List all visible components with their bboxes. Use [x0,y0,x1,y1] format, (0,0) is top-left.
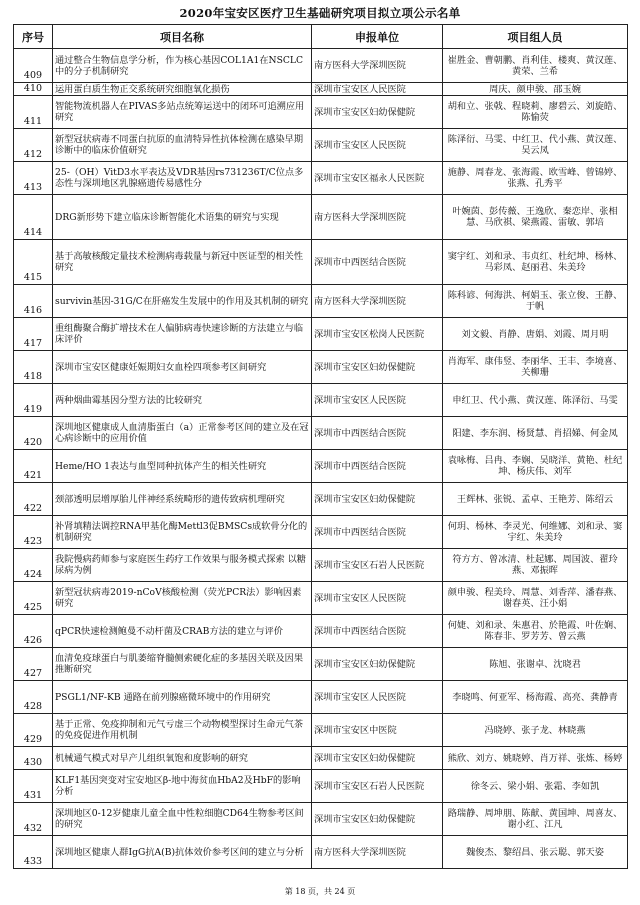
table-row [14,318,628,351]
row-number: 419 [14,384,53,417]
project-name: 智能物流机器人在PIVAS多站点统筹运送中的闭环可追溯应用研究 [53,96,312,129]
project-name: 血清免疫球蛋白与肌萎缩脊髓侧索硬化症的多基因关联及因果推断研究 [53,648,312,681]
applicant-unit: 深圳市宝安区妇幼保健院 [312,747,443,770]
project-name: 通过整合生物信息学分析，作为核心基因COL1A1在NSCLC中的分子机制研究 [53,49,312,83]
applicant-unit: 深圳市宝安区妇幼保健院 [312,648,443,681]
table-row [14,747,628,770]
team-members: 熊欣、刘方、姚晓婷、肖万祥、张炼、杨婷 [443,747,628,770]
row-number: 426 [14,615,53,648]
applicant-unit: 深圳市中西医结合医院 [312,450,443,483]
team-members: 周庆、颜申骏、邵玉婉 [443,83,628,96]
project-name: 深圳市宝安区健康妊娠期妇女血栓四项参考区间研究 [53,351,312,384]
applicant-unit: 深圳市宝安区中医院 [312,714,443,747]
applicant-unit: 深圳市中西医结合医院 [312,240,443,285]
table-row [14,770,628,803]
page-footer: 第 18 页，共 24 页 [284,887,356,896]
row-number: 422 [14,483,53,516]
applicant-unit: 南方医科大学深圳医院 [312,195,443,240]
row-number: 411 [14,96,53,129]
applicant-unit: 深圳市中西医结合医院 [312,615,443,648]
row-number: 427 [14,648,53,681]
project-name: 补肾填精法调控RNA甲基化酶Mettl3促BMSCs成软骨分化的机制研究 [53,516,312,549]
applicant-unit: 南方医科大学深圳医院 [312,285,443,318]
table-row [14,803,628,836]
row-number: 415 [14,240,53,285]
applicant-unit: 深圳市宝安区石岩人民医院 [312,549,443,582]
project-name: qPCR快速检测鲍曼不动杆菌及CRAB方法的建立与评价 [53,615,312,648]
table-row [14,417,628,450]
table-row [14,714,628,747]
team-members: 窦宇红、刘和录、韦贞红、杜纪坤、杨林、马彩凤、赵丽君、朱美玲 [443,240,628,285]
applicant-unit: 深圳市宝安区人民医院 [312,83,443,96]
team-members: 陈旭、张谢卓、沈晓君 [443,648,628,681]
team-members: 魏俊杰、黎绍昌、张云聪、郭天姿 [443,836,628,869]
project-name: 基于高敏核酸定量技术检测病毒载量与新冠中医证型的相关性研究 [53,240,312,285]
team-members: 刘文毅、肖静、唐娟、刘霞、周月明 [443,318,628,351]
applicant-unit: 深圳市宝安区福永人民医院 [312,162,443,195]
row-number: 409 [14,49,53,83]
team-members: 施静、周春龙、张海霞、欧雪峰、曾锦婷、张燕、孔秀平 [443,162,628,195]
header-project-name: 项目名称 [53,25,312,49]
row-number: 410 [14,83,53,96]
row-number: 414 [14,195,53,240]
applicant-unit: 南方医科大学深圳医院 [312,49,443,83]
project-name: 两种烟曲霉基因分型方法的比较研究 [53,384,312,417]
table-row [14,582,628,615]
applicant-unit: 深圳市宝安区妇幼保健院 [312,96,443,129]
project-name: 颈部透明层增厚胎儿伴神经系统畸形的遗传致病机理研究 [53,483,312,516]
team-members: 徐冬云、梁小娟、张霜、李如凯 [443,770,628,803]
table-row [14,96,628,129]
applicant-unit: 南方医科大学深圳医院 [312,836,443,869]
row-number: 421 [14,450,53,483]
project-name: 基于正常、免疫抑制和元气亏虚三个动物模型探讨生命元气茶的免疫促进作用机制 [53,714,312,747]
applicant-unit: 深圳市宝安区石岩人民医院 [312,770,443,803]
row-number: 418 [14,351,53,384]
team-members: 袁咏梅、吕冉、李娴、吴晓洋、黄艳、杜纪坤、杨庆伟、刘军 [443,450,628,483]
table-row [14,615,628,648]
table-row [14,285,628,318]
project-name: PSGL1/NF-KB 通路在前列腺癌微环境中的作用研究 [53,681,312,714]
row-number: 432 [14,803,53,836]
applicant-unit: 深圳市宝安区人民医院 [312,384,443,417]
team-members: 符方方、曾冰清、杜起娜、周国波、翟玲燕、邓振晖 [443,549,628,582]
project-name: 新型冠状病毒不同蛋白抗原的血清特异性抗体检测在感染早期诊断中的临床价值研究 [53,129,312,162]
project-name: KLF1基因突变对宝安地区β-地中海贫血HbA2及HbF的影响分析 [53,770,312,803]
header-no: 序号 [14,25,53,49]
table-row [14,240,628,285]
table-row [14,549,628,582]
table-row [14,483,628,516]
applicant-unit: 深圳市宝安区人民医院 [312,582,443,615]
table-row [14,129,628,162]
project-name: 机械通气模式对早产儿组织氧饱和度影响的研究 [53,747,312,770]
team-members: 何玥、杨林、李灵光、何维娜、刘和录、窦宇红、朱美玲 [443,516,628,549]
team-members: 叶婉茵、彭传薇、王逸欣、秦恋岸、张相慧、马欣祺、梁燕霞、雷敏、郭培 [443,195,628,240]
table-body [14,49,628,869]
table-row [14,516,628,549]
applicant-unit: 深圳市宝安区妇幼保健院 [312,483,443,516]
team-members: 冯晓婷、张子龙、林晓燕 [443,714,628,747]
row-number: 430 [14,747,53,770]
table-row [14,195,628,240]
team-members: 崔胜金、曹朝鹏、肖利佳、楼爽、黄汉莲、黄荣、兰希 [443,49,628,83]
row-number: 423 [14,516,53,549]
project-name: Heme/HO 1表达与血型同种抗体产生的相关性研究 [53,450,312,483]
project-name: 新型冠状病毒2019-nCoV核酸检测（荧光PCR法）影响因素研究 [53,582,312,615]
project-name: DRG新形势下建立临床诊断智能化术语集的研究与实现 [53,195,312,240]
table-row [14,49,628,83]
project-name: 深圳地区健康人群IgG抗A(B)抗体效价参考区间的建立与分析 [53,836,312,869]
project-name: survivin基因-31G/C在肝癌发生发展中的作用及其机制的研究 [53,285,312,318]
applicant-unit: 深圳市宝安区人民医院 [312,129,443,162]
project-name: 深圳地区健康成人血清脂蛋白（a）正常参考区间的建立及在冠心病诊断中的应用价值 [53,417,312,450]
row-number: 431 [14,770,53,803]
applicant-unit: 深圳市宝安区妇幼保健院 [312,351,443,384]
team-members: 陈科谚、何海洪、柯娟玉、张立俊、王静、于帆 [443,285,628,318]
table-row [14,384,628,417]
project-name: 我院慢病药师参与家庭医生药疗工作效果与服务模式探索 以糖尿病为例 [53,549,312,582]
project-name: 25-（OH）VitD3水平表达及VDR基因rs731236T/C位点多态性与深圳地区乳腺癌遗传易感性分 [53,162,312,195]
row-number: 412 [14,129,53,162]
applicant-unit: 深圳市中西医结合医院 [312,516,443,549]
row-number: 428 [14,681,53,714]
team-members: 李晓鸣、何亚军、杨海霞、高亮、龚静青 [443,681,628,714]
row-number: 416 [14,285,53,318]
row-number: 433 [14,836,53,869]
row-number: 417 [14,318,53,351]
applicant-unit: 深圳市中西医结合医院 [312,417,443,450]
row-number: 420 [14,417,53,450]
team-members: 颜申骏、程美玲、周慧、刘香萍、潘春燕、谢春英、汪小娟 [443,582,628,615]
project-table [13,24,628,869]
project-name: 深圳地区0-12岁健康儿童全血中性粒细胞CD64生物参考区间的研究 [53,803,312,836]
team-members: 何婕、刘和录、朱惠君、於艳霞、叶佐娴、陈春非、罗芳芳、曾云燕 [443,615,628,648]
team-members: 申红卫、代小燕、黄汉莲、陈泽衍、马雯 [443,384,628,417]
applicant-unit: 深圳市宝安区人民医院 [312,681,443,714]
row-number: 425 [14,582,53,615]
table-row [14,450,628,483]
team-members: 阳建、李东润、杨贤慧、肖招娣、何金凤 [443,417,628,450]
team-members: 陈泽衍、马雯、中红卫、代小燕、黄汉莲、吴云凤 [443,129,628,162]
team-members: 胡和立、张戟、程晓莉、廖碧云、刘旋皓、陈愉荧 [443,96,628,129]
team-members: 路瑞静、周坤朋、陈献、黄国坤、周喜友、谢小红、江凡 [443,803,628,836]
team-members: 王辉林、张锐、孟卓、王艳芳、陈绍云 [443,483,628,516]
row-number: 429 [14,714,53,747]
applicant-unit: 深圳市宝安区松岗人民医院 [312,318,443,351]
table-row [14,681,628,714]
table-row [14,162,628,195]
table-row [14,648,628,681]
table-row [14,83,628,96]
header-row [14,25,628,49]
project-name: 运用蛋白质生物正交系统研究细胞氧化损伤 [53,83,312,96]
document-title: 2020年宝安区医疗卫生基础研究项目拟立项公示名单 [179,6,461,20]
team-members: 肖海军、康伟竖、李丽华、王丰、李境喜、关柳珊 [443,351,628,384]
row-number: 413 [14,162,53,195]
table-row [14,351,628,384]
header-team-members: 项目组人员 [443,25,628,49]
project-name: 重组酶聚合酶扩增技术在人偏肺病毒快速诊断的方法建立与临床评价 [53,318,312,351]
row-number: 424 [14,549,53,582]
applicant-unit: 深圳市宝安区妇幼保健院 [312,803,443,836]
table-row [14,836,628,869]
header-applicant-unit: 申报单位 [312,25,443,49]
